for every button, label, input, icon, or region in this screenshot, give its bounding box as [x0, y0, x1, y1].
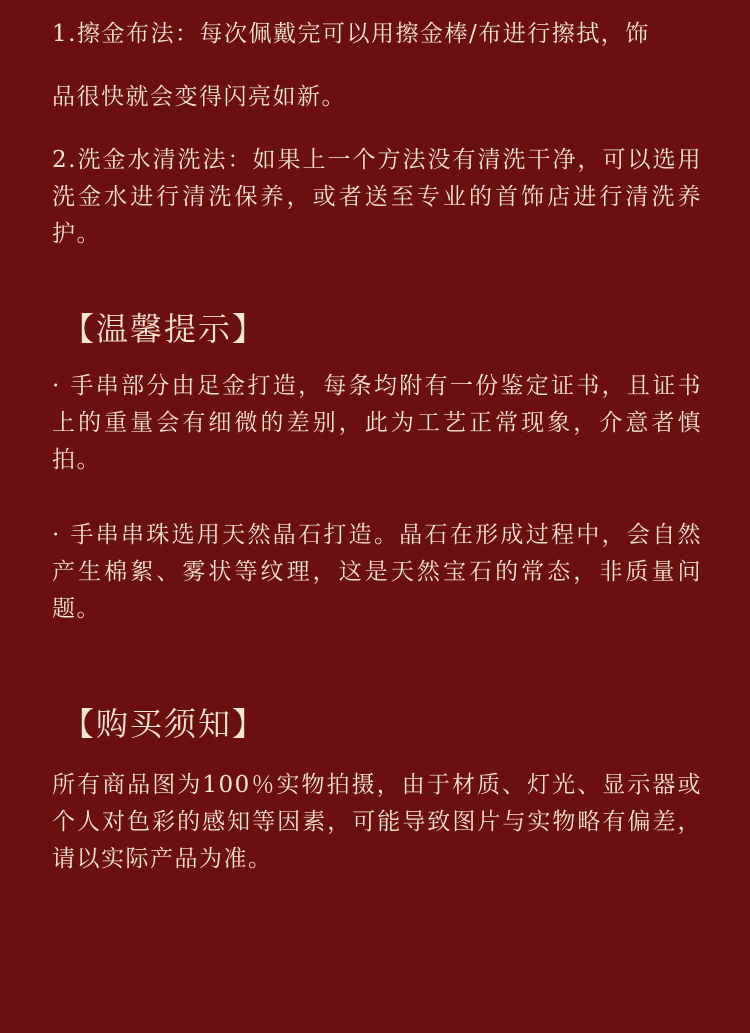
care-method-2: 2.洗金水清洗法：如果上一个方法没有清洗干净，可以选用洗金水进行清洗保养，或者送至专业的首饰店进行清洗养护。 — [52, 147, 702, 247]
tip-item-2: · 手串串珠选用天然晶石打造。晶石在形成过程中，会自然产生棉絮、雾状等纹理，这是天然宝石的常态，非质量问题。 — [52, 522, 702, 622]
tip-item-1: · 手串部分由足金打造，每条均附有一份鉴定证书，且证书上的重量会有细微的差别，此为工艺正常现象，介意者慎拍。 — [52, 373, 702, 473]
tips-heading: 【温馨提示】 — [62, 310, 267, 348]
care-method-1-line-2: 品很快就会变得闪亮如新。 — [52, 84, 346, 110]
purchase-heading: 【购买须知】 — [62, 705, 267, 743]
care-method-1-line-1: 1.擦金布法：每次佩戴完可以用擦金棒/布进行擦拭，饰 — [52, 21, 650, 47]
purchase-notice-text: 所有商品图为100％实物拍摄，由于材质、灯光、显示器或个人对色彩的感知等因素，可能导致图片与实物略有偏差，请以实际产品为准。 — [52, 772, 702, 872]
